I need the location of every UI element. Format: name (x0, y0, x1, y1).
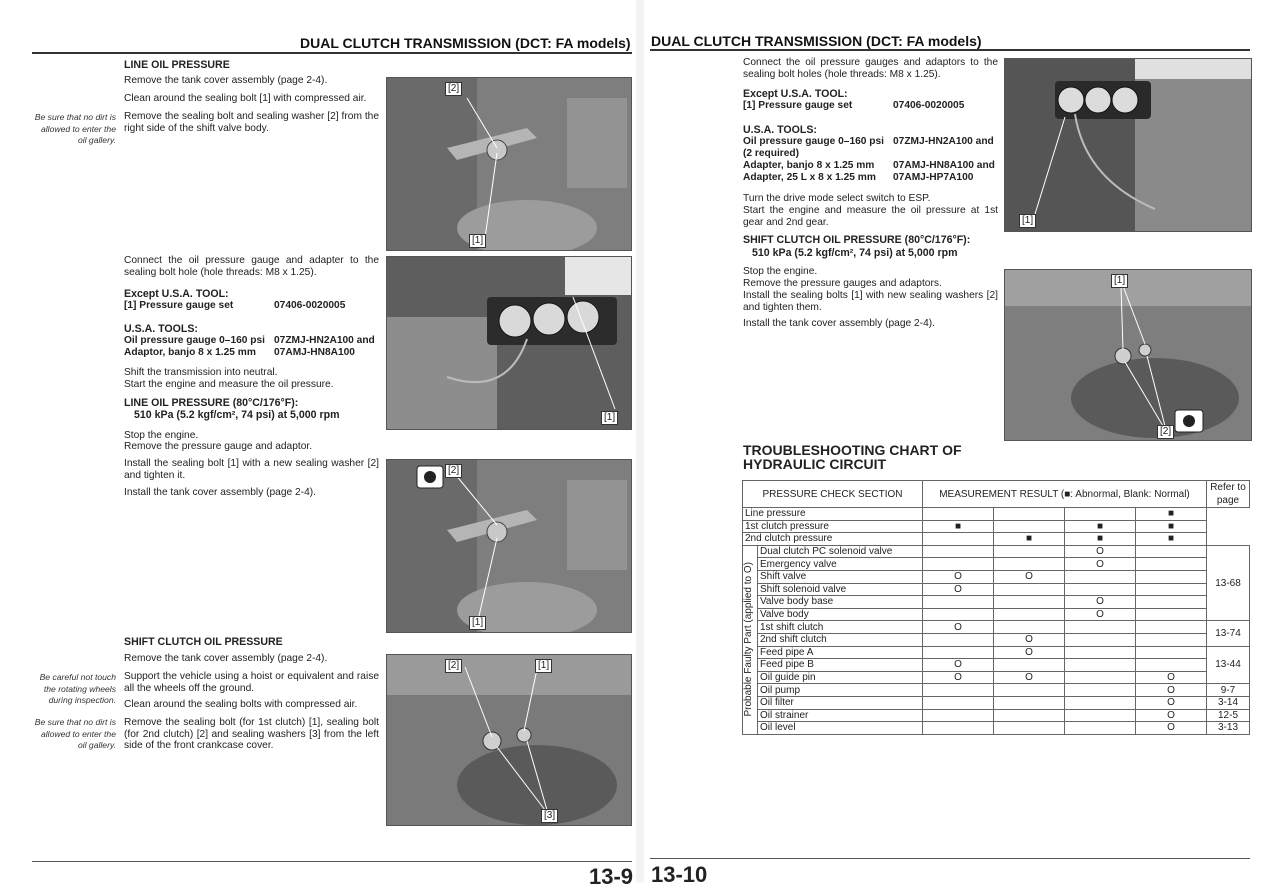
header-rule (650, 49, 1250, 51)
table-cell-label: Oil level (758, 722, 923, 735)
table-cell-mark: ■ (1136, 508, 1207, 521)
step-text: Clean around the sealing bolt [1] with compressed air. (124, 93, 367, 104)
table-cell-mark (994, 722, 1065, 735)
tool-name: Adapter, 25 L x 8 x 1.25 mm (743, 172, 876, 183)
table-cell-mark (1136, 583, 1207, 596)
tool-name: [1] Pressure gauge set (124, 300, 234, 311)
table-side-label (743, 545, 758, 734)
table-cell-mark (1136, 570, 1207, 583)
callout-label: [2] (445, 464, 462, 478)
table-cell-refer: 3-14 (1207, 696, 1250, 709)
line-oil-pressure-heading: LINE OIL PRESSURE (124, 59, 230, 71)
spec-heading: LINE OIL PRESSURE (80°C/176°F): (124, 397, 299, 409)
table-cell-mark (994, 596, 1065, 609)
table-cell-label: Valve body (758, 608, 923, 621)
callout-label: [2] (445, 659, 462, 673)
page-number: 13-9 (589, 864, 634, 889)
table-cell-mark (994, 520, 1065, 533)
tool-label: U.S.A. TOOLS: (743, 124, 817, 136)
table-cell-mark (1136, 545, 1207, 558)
step-text: Install the tank cover assembly (page 2-4). (124, 487, 316, 498)
photo-sealing-bolt (386, 77, 632, 251)
side-note: Be sure that no dirt is allowed to enter the oil gallery. (34, 717, 116, 750)
table-row (743, 646, 1250, 659)
tool-part-number: 07AMJ-HN8A100 and (893, 160, 995, 171)
table-row (743, 596, 1250, 609)
table-cell-mark: O (1136, 684, 1207, 697)
table-cell-mark (994, 659, 1065, 672)
table-cell-mark (1136, 596, 1207, 609)
table-cell-mark: O (923, 583, 994, 596)
table-cell-mark (923, 696, 994, 709)
tool-part-number: 07ZMJ-HN2A100 and (274, 335, 375, 346)
crankcase-photo-illustration (1005, 270, 1251, 440)
photo-crankcase-bolts (386, 654, 632, 826)
connect-text: Connect the oil pressure gauge and adapter to the sealing bolt hole (hole threads: M8 x 1.25). (124, 255, 379, 278)
table-cell-mark: ■ (994, 533, 1065, 546)
table-cell-mark (923, 558, 994, 571)
tool-label: U.S.A. TOOLS: (124, 323, 198, 335)
table-cell-mark (1136, 621, 1207, 634)
table-cell-mark (923, 709, 994, 722)
table-row (743, 722, 1250, 735)
table-cell-mark: ■ (1065, 533, 1136, 546)
step-text: Remove the tank cover assembly (page 2-4). (124, 75, 328, 86)
table-row (743, 671, 1250, 684)
step-text: Remove the sealing bolt (for 1st clutch) [1], sealing bolt (for 2nd clutch) [2] and sealing washers [3] from the left side of the front crankcase cover. (124, 717, 379, 751)
table-cell-refer: 9-7 (1207, 684, 1250, 697)
tool-row (743, 136, 998, 149)
table-cell-mark: O (1065, 596, 1136, 609)
callout-label: [1] (535, 659, 552, 673)
step-text: Support the vehicle using a hoist or equivalent and raise all the wheels off the ground. (124, 671, 379, 694)
tool-part-number: 07AMJ-HN8A100 (274, 347, 355, 358)
photo-install-sealing-bolts (1004, 269, 1252, 441)
photo-pressure-gauge (386, 256, 632, 430)
table-cell-label: 2nd shift clutch (758, 633, 923, 646)
troubleshooting-table (742, 480, 1250, 735)
table-cell-mark (994, 583, 1065, 596)
tool-name: Adaptor, banjo 8 x 1.25 mm (124, 347, 256, 358)
table-row (743, 709, 1250, 722)
step-text: Stop the engine. (124, 430, 199, 441)
table-cell-mark (994, 558, 1065, 571)
table-cell-mark (1136, 659, 1207, 672)
table-cell-mark: O (923, 570, 994, 583)
table-cell-mark: O (1136, 671, 1207, 684)
table-cell-mark (1136, 646, 1207, 659)
table-cell-mark: O (1065, 558, 1136, 571)
tool-part-number: 07406-0020005 (274, 300, 346, 311)
callout-label: [3] (541, 809, 558, 823)
table-header-row (743, 481, 1250, 508)
step-text: Start the engine and measure the oil pressure at 1st gear and 2nd gear. (743, 205, 998, 228)
step-text: Install the sealing bolt [1] with a new sealing washer [2] and tighten it. (124, 458, 379, 481)
spec-heading: SHIFT CLUTCH OIL PRESSURE (80°C/176°F): (743, 234, 971, 246)
tool-row (743, 172, 998, 185)
table-cell-label: Oil strainer (758, 709, 923, 722)
table-cell-mark (994, 608, 1065, 621)
table-cell-mark (923, 684, 994, 697)
step-text: Install the sealing bolts [1] with new sealing washers [2] and tighten them. (743, 290, 998, 313)
callout-label: [1] (469, 616, 486, 630)
table-cell-mark (1065, 508, 1136, 521)
table-cell-label: 2nd clutch pressure (743, 533, 923, 546)
tool-row (124, 335, 379, 348)
table-cell-mark: O (1065, 608, 1136, 621)
photo-install-sealing-bolt (386, 459, 632, 633)
table-cell-label: Line pressure (743, 508, 923, 521)
table-cell-mark (1065, 659, 1136, 672)
table-cell-mark: O (994, 633, 1065, 646)
table-cell-mark (1065, 621, 1136, 634)
table-cell-mark: ■ (923, 520, 994, 533)
table-cell-mark: O (1136, 709, 1207, 722)
table-row (743, 570, 1250, 583)
table-cell-mark: O (1136, 722, 1207, 735)
table-cell-label: Shift solenoid valve (758, 583, 923, 596)
table-row (743, 608, 1250, 621)
table-cell-mark: O (923, 671, 994, 684)
left-page-header: DUAL CLUTCH TRANSMISSION (DCT: FA models) (300, 35, 631, 51)
table-cell-mark (1136, 633, 1207, 646)
table-row (743, 508, 1250, 521)
callout-label: [1] (601, 411, 618, 425)
step-text: Start the engine and measure the oil pressure. (124, 379, 334, 390)
gauge-photo-illustration (1005, 59, 1251, 231)
table-cell-label: Valve body base (758, 596, 923, 609)
table-cell-mark (923, 633, 994, 646)
table-cell-refer: 3-13 (1207, 722, 1250, 735)
table-cell-mark: O (1136, 696, 1207, 709)
step-text: Remove the pressure gauges and adaptors. (743, 278, 942, 289)
table-cell-mark: O (994, 570, 1065, 583)
spec-value: 510 kPa (5.2 kgf/cm², 74 psi) at 5,000 rpm (134, 409, 340, 421)
tool-label: Except U.S.A. TOOL: (743, 88, 848, 100)
table-cell-mark: O (923, 659, 994, 672)
table-cell-mark (994, 709, 1065, 722)
callout-label: [1] (1111, 274, 1128, 288)
tool-row (124, 347, 379, 360)
tool-name: [1] Pressure gauge set (743, 100, 853, 111)
table-cell-mark (923, 646, 994, 659)
step-text: Remove the tank cover assembly (page 2-4). (124, 653, 328, 664)
table-cell-mark (923, 608, 994, 621)
connect-text: Connect the oil pressure gauges and adaptors to the sealing bolt holes (hole threads: M8 x 1.25). (743, 57, 998, 80)
step-text: Shift the transmission into neutral. (124, 367, 278, 378)
page-number: 13-10 (651, 862, 708, 887)
table-cell-label: 1st clutch pressure (743, 520, 923, 533)
table-cell-refer: 13-74 (1207, 621, 1250, 646)
table-cell-refer: 12-5 (1207, 709, 1250, 722)
table-cell-label: Shift valve (758, 570, 923, 583)
header-rule (32, 52, 632, 54)
crankcase-photo-illustration (387, 655, 631, 825)
tool-row (124, 300, 379, 313)
table-cell-mark (1065, 684, 1136, 697)
table-row (743, 533, 1250, 546)
table-row (743, 545, 1250, 558)
tool-row (743, 148, 998, 161)
engine-photo-illustration (387, 460, 631, 632)
table-row (743, 621, 1250, 634)
side-label-text: Probable Faulty Part (applied to O) (743, 562, 754, 717)
table-row (743, 684, 1250, 697)
table-header-cell: PRESSURE CHECK SECTION (743, 481, 923, 508)
table-cell-mark (1065, 633, 1136, 646)
gauge-photo-illustration (387, 257, 631, 429)
table-cell-mark (1136, 558, 1207, 571)
tool-part-number: 07AMJ-HP7A100 (893, 172, 974, 183)
table-row (743, 520, 1250, 533)
table-cell-refer: 13-68 (1207, 545, 1250, 621)
step-text: Remove the sealing bolt and sealing washer [2] from the right side of the shift valve body. (124, 111, 379, 134)
table-cell-label: Oil pump (758, 684, 923, 697)
table-cell-mark (994, 545, 1065, 558)
table-cell-mark (1065, 671, 1136, 684)
step-text: Remove the pressure gauge and adaptor. (124, 441, 313, 452)
tool-name: Oil pressure gauge 0–160 psi (743, 136, 884, 147)
tool-name: Oil pressure gauge 0–160 psi (124, 335, 265, 346)
table-cell-mark (1065, 583, 1136, 596)
table-cell-mark (1065, 696, 1136, 709)
table-cell-mark: O (923, 621, 994, 634)
table-cell-mark: O (1065, 545, 1136, 558)
side-note: Be sure that no dirt is allowed to enter the oil gallery. (34, 112, 116, 145)
table-cell-label: Feed pipe A (758, 646, 923, 659)
callout-label: [2] (1157, 425, 1174, 439)
table-cell-mark: ■ (1136, 520, 1207, 533)
table-cell-mark (1065, 570, 1136, 583)
footer-rule (32, 861, 632, 862)
tool-part-number: 07406-0020005 (893, 100, 965, 111)
tool-label: Except U.S.A. TOOL: (124, 288, 229, 300)
table-cell-mark: ■ (1136, 533, 1207, 546)
table-cell-mark (1065, 709, 1136, 722)
step-text: Stop the engine. (743, 266, 818, 277)
table-cell-mark: ■ (1065, 520, 1136, 533)
table-row (743, 659, 1250, 672)
tool-note: (2 required) (743, 148, 800, 159)
tool-row (743, 100, 998, 113)
table-cell-label: Dual clutch PC solenoid valve (758, 545, 923, 558)
callout-label: [2] (445, 82, 462, 96)
engine-photo-illustration (387, 78, 631, 250)
table-cell-label: 1st shift clutch (758, 621, 923, 634)
table-cell-mark (994, 696, 1065, 709)
callout-label: [1] (1019, 214, 1036, 228)
table-cell-mark (923, 596, 994, 609)
footer-rule (650, 858, 1250, 859)
table-cell-mark: O (994, 646, 1065, 659)
tool-row (743, 160, 998, 173)
table-row (743, 583, 1250, 596)
step-text: Turn the drive mode select switch to ESP. (743, 193, 931, 204)
side-note: Be careful not touch the rotating wheels during inspection. (39, 672, 116, 705)
step-text: Clean around the sealing bolts with compressed air. (124, 699, 358, 710)
spec-value: 510 kPa (5.2 kgf/cm², 74 psi) at 5,000 rpm (752, 247, 958, 259)
step-text: Install the tank cover assembly (page 2-4). (743, 318, 935, 329)
table-cell-mark (923, 533, 994, 546)
shift-clutch-heading: SHIFT CLUTCH OIL PRESSURE (124, 636, 283, 648)
table-cell-mark: O (994, 671, 1065, 684)
table-cell-mark (923, 508, 994, 521)
table-row (743, 696, 1250, 709)
table-cell-refer: 13-44 (1207, 646, 1250, 684)
callout-label: [1] (469, 234, 486, 248)
table-header-cell: MEASUREMENT RESULT (■: Abnormal, Blank: Normal) (923, 481, 1207, 508)
page-gutter (636, 0, 644, 883)
tool-name: Adapter, banjo 8 x 1.25 mm (743, 160, 875, 171)
table-cell-mark (923, 722, 994, 735)
table-cell-mark (1065, 722, 1136, 735)
table-cell-mark (994, 621, 1065, 634)
table-row (743, 633, 1250, 646)
table-cell-label: Feed pipe B (758, 659, 923, 672)
troubleshooting-title: TROUBLESHOOTING CHART OF (743, 442, 962, 458)
table-row (743, 558, 1250, 571)
table-cell-mark (1136, 608, 1207, 621)
table-cell-mark (994, 508, 1065, 521)
table-cell-label: Emergency valve (758, 558, 923, 571)
table-cell-mark (923, 545, 994, 558)
table-header-cell: Refer to page (1207, 481, 1250, 508)
photo-shift-clutch-gauges (1004, 58, 1252, 232)
table-cell-mark (1065, 646, 1136, 659)
tool-part-number: 07ZMJ-HN2A100 and (893, 136, 994, 147)
troubleshooting-title: HYDRAULIC CIRCUIT (743, 456, 887, 472)
right-page-header: DUAL CLUTCH TRANSMISSION (DCT: FA models) (651, 33, 982, 49)
table-cell-mark (994, 684, 1065, 697)
table-cell-label: Oil filter (758, 696, 923, 709)
table-cell-label: Oil guide pin (758, 671, 923, 684)
